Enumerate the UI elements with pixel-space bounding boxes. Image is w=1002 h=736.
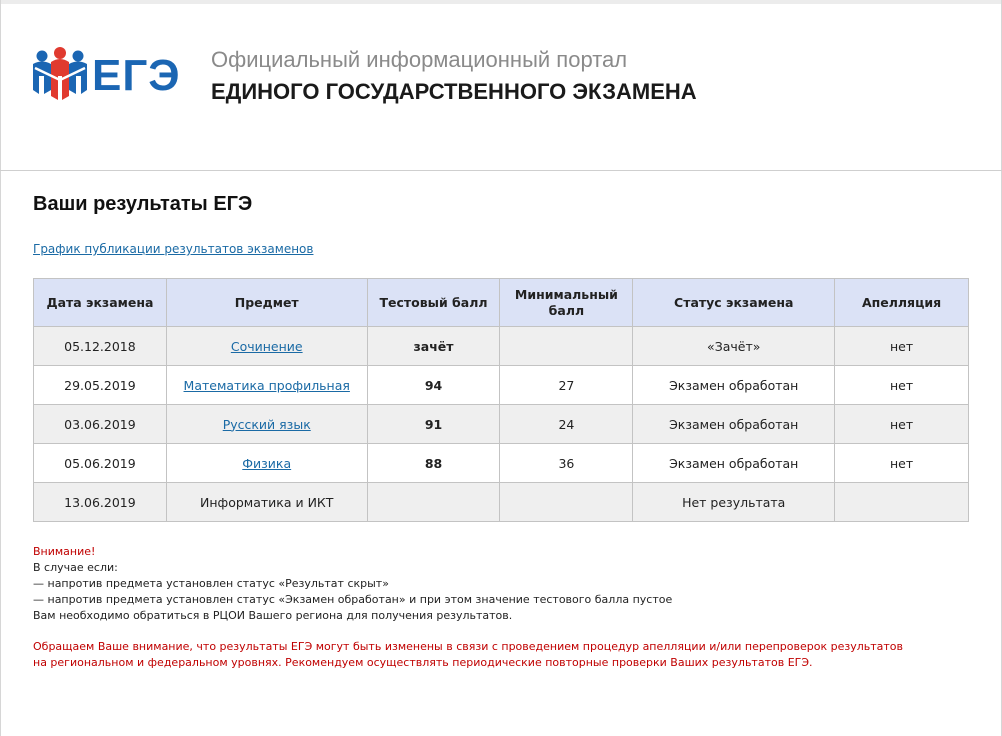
warning-heading: Внимание!	[33, 545, 96, 558]
table-row	[34, 327, 969, 366]
cell-date: 03.06.2019	[34, 405, 167, 444]
table-row	[34, 444, 969, 483]
table-header-row	[34, 279, 969, 327]
col-header-date: Дата экзамена	[34, 279, 167, 327]
col-header-status: Статус экзамена	[633, 279, 835, 327]
cell-test-score: 94	[367, 366, 500, 405]
table-row	[34, 366, 969, 405]
ege-logo-figures-icon	[31, 46, 91, 104]
cell-min-score	[500, 327, 633, 366]
cell-status: Нет результата	[633, 483, 835, 522]
cell-appeal	[835, 483, 969, 522]
cell-test-score: 88	[367, 444, 500, 483]
cell-subject	[166, 366, 367, 405]
cell-status: Экзамен обработан	[633, 405, 835, 444]
notes-case-empty-score: — напротив предмета установлен статус «Экзамен обработан» и при этом значение тестового балла пустое	[33, 593, 673, 606]
notice-line-1: Обращаем Ваше внимание, что результаты ЕГЭ могут быть изменены в связи с проведением процедур апелляции и/или перепроверок результатов	[33, 640, 904, 653]
cell-date: 29.05.2019	[34, 366, 167, 405]
col-header-subject: Предмет	[166, 279, 367, 327]
notice-line-2: на региональном и федеральном уровнях. Рекомендуем осуществлять периодические повторные проверки Ваших результатов ЕГЭ.	[33, 656, 813, 669]
cell-date: 05.06.2019	[34, 444, 167, 483]
cell-appeal: нет	[835, 366, 969, 405]
subject-link[interactable]: Русский язык	[222, 416, 311, 432]
subject-link[interactable]: Сочинение	[230, 338, 303, 354]
cell-appeal: нет	[835, 405, 969, 444]
cell-status: Экзамен обработан	[633, 366, 835, 405]
table-row	[34, 405, 969, 444]
schedule-link[interactable]: График публикации результатов экзаменов	[33, 242, 314, 256]
notes-case-hidden: — напротив предмета установлен статус «Результат скрыт»	[33, 577, 389, 590]
site-header	[0, 4, 1002, 171]
cell-subject	[166, 327, 367, 366]
cell-appeal: нет	[835, 444, 969, 483]
notes-intro: В случае если:	[33, 561, 118, 574]
cell-test-score: зачёт	[367, 327, 500, 366]
cell-subject	[166, 405, 367, 444]
cell-status: «Зачёт»	[633, 327, 835, 366]
table-row	[34, 483, 969, 522]
results-table	[33, 278, 969, 522]
col-header-test-score: Тестовый балл	[367, 279, 500, 327]
cell-min-score: 27	[500, 366, 633, 405]
cell-min-score: 36	[500, 444, 633, 483]
cell-status: Экзамен обработан	[633, 444, 835, 483]
cell-test-score: 91	[367, 405, 500, 444]
portal-subtitle: Официальный информационный портал	[211, 47, 628, 72]
notes-action: Вам необходимо обратиться в РЦОИ Вашего региона для получения результатов.	[33, 609, 513, 622]
logo-text: ЕГЭ	[92, 51, 181, 100]
col-header-appeal: Апелляция	[835, 279, 969, 327]
page-title: Ваши результаты ЕГЭ	[33, 193, 253, 215]
cell-min-score: 24	[500, 405, 633, 444]
cell-subject: Информатика и ИКТ	[166, 483, 367, 522]
cell-date: 13.06.2019	[34, 483, 167, 522]
subject-link[interactable]: Математика профильная	[183, 377, 350, 393]
cell-test-score	[367, 483, 500, 522]
portal-title: ЕДИНОГО ГОСУДАРСТВЕННОГО ЭКЗАМЕНА	[211, 79, 697, 104]
cell-appeal: нет	[835, 327, 969, 366]
subject-link[interactable]: Физика	[242, 455, 292, 471]
cell-date: 05.12.2018	[34, 327, 167, 366]
col-header-min-score: Минимальный балл	[500, 279, 633, 327]
cell-min-score	[500, 483, 633, 522]
cell-subject	[166, 444, 367, 483]
notes-block	[33, 544, 903, 671]
ege-logo[interactable]	[31, 46, 181, 104]
